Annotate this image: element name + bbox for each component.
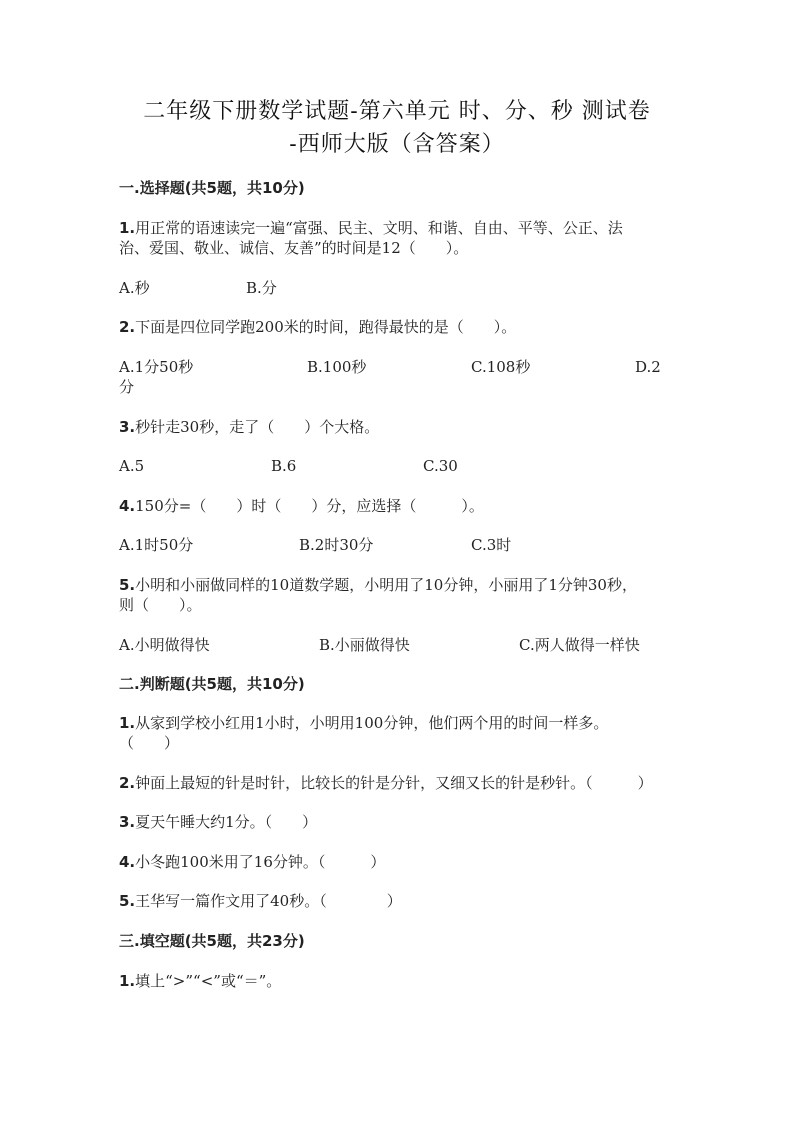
- question-text: [119, 891, 402, 911]
- option-b: B.分: [246, 279, 277, 297]
- question-text: [119, 812, 317, 832]
- option-d-wrap: 分: [119, 378, 135, 396]
- question-line: 钟面上最短的针是时针，比较长的针是分针，又细又长的针是秒针。（ ）: [135, 774, 653, 792]
- answer-parentheses: （ ）: [119, 734, 180, 752]
- question-number: 1.: [119, 219, 136, 237]
- question-line: 150分=（ ）时（ ）分，应选择（ ）。: [135, 497, 484, 515]
- question-line: 用正常的语速读完一遍“富强、民主、文明、和谐、自由、平等、公正、法: [135, 219, 623, 237]
- question-number: 2.: [119, 774, 136, 792]
- question-line: 则（ ）。: [119, 596, 202, 614]
- question-number: 3.: [119, 418, 136, 436]
- question-number: 3.: [119, 813, 136, 831]
- question-number: 1.: [119, 972, 136, 990]
- option-a: A.1时50分: [119, 536, 194, 554]
- option-a: A.小明做得快: [119, 636, 210, 654]
- option-c: C.3时: [471, 536, 512, 554]
- question-line: 夏天午睡大约1分。（ ）: [135, 813, 318, 831]
- question-text: [119, 713, 608, 733]
- question-number: 1.: [119, 714, 136, 732]
- question-text: [119, 852, 385, 872]
- question-text: [119, 417, 379, 437]
- question-line: 小冬跑100米用了16分钟。（ ）: [135, 853, 386, 871]
- option-c: C.108秒: [471, 358, 531, 376]
- question-number: 5.: [119, 576, 136, 594]
- question-number: 4.: [119, 853, 136, 871]
- question-text: [119, 575, 637, 595]
- question-line: 小明和小丽做同样的10道数学题，小明用了10分钟，小丽用了1分钟30秒，: [135, 576, 637, 594]
- option-b: B.100秒: [307, 358, 367, 376]
- section-heading-choice: 一.选择题(共5题，共10分): [119, 179, 305, 197]
- question-text: [119, 971, 281, 991]
- option-a: A.秒: [119, 279, 150, 297]
- page-title-line1: 二年级下册数学试题-第六单元 时、分、秒 测试卷: [143, 99, 651, 124]
- question-line: 治、爱国、敬业、诚信、友善”的时间是12（ ）。: [119, 239, 469, 257]
- question-number: 2.: [119, 318, 136, 336]
- option-a: A.5: [119, 457, 145, 475]
- question-text: [119, 496, 484, 516]
- question-line: 从家到学校小红用1小时，小明用100分钟，他们两个用的时间一样多。: [135, 714, 609, 732]
- option-b: B.2时30分: [299, 536, 374, 554]
- question-text: [119, 317, 516, 337]
- question-line: 下面是四位同学跑200米的时间，跑得最快的是（ ）。: [135, 318, 517, 336]
- option-a: A.1分50秒: [119, 358, 194, 376]
- section-heading-fill: 三.填空题(共5题，共23分): [119, 932, 305, 950]
- page-title-line2: -西师大版（含答案）: [289, 132, 505, 157]
- question-line: 王华写一篇作文用了40秒。（ ）: [135, 892, 402, 910]
- option-b: B.小丽做得快: [319, 636, 410, 654]
- question-number: 5.: [119, 892, 136, 910]
- option-b: B.6: [271, 457, 297, 475]
- option-d: D.2: [635, 358, 661, 376]
- question-line: 填上“>”“<”或“＝”。: [135, 972, 282, 990]
- question-text: [119, 218, 623, 238]
- question-number: 4.: [119, 497, 136, 515]
- question-text: [119, 773, 653, 793]
- option-c: C.两人做得一样快: [519, 636, 640, 654]
- section-heading-judgment: 二.判断题(共5题，共10分): [119, 675, 305, 693]
- option-c: C.30: [423, 457, 458, 475]
- question-line: 秒针走30秒，走了（ ）个大格。: [135, 418, 380, 436]
